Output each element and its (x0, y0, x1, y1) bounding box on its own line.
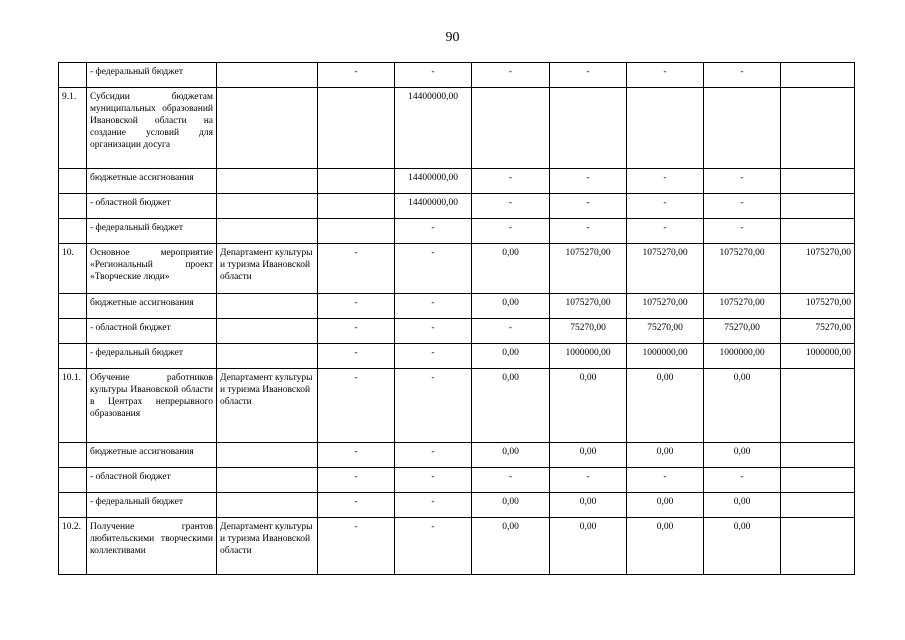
row-number (59, 219, 87, 244)
value-cell: - (704, 219, 781, 244)
value-cell (781, 518, 855, 575)
value-cell: - (395, 319, 472, 344)
value-cell: - (627, 468, 704, 493)
table-row (59, 369, 855, 443)
value-cell: 1075270,00 (781, 244, 855, 294)
value-cell: - (318, 294, 395, 319)
value-cell: - (550, 219, 627, 244)
table-row (59, 344, 855, 369)
value-cell: - (318, 493, 395, 518)
value-cell: - (318, 319, 395, 344)
row-number (59, 468, 87, 493)
value-cell (781, 194, 855, 219)
value-cell: - (627, 63, 704, 88)
value-cell (781, 63, 855, 88)
row-name: - федеральный бюджет (87, 344, 217, 369)
value-cell (318, 194, 395, 219)
table-row (59, 219, 855, 244)
row-executor (217, 219, 318, 244)
value-cell: 1075270,00 (550, 244, 627, 294)
value-cell (781, 88, 855, 169)
row-executor (217, 319, 318, 344)
value-cell: 0,00 (627, 443, 704, 468)
row-name: Получение грантов любительскими творческими коллективами (87, 518, 217, 575)
value-cell: - (395, 63, 472, 88)
value-cell: 14400000,00 (395, 88, 472, 169)
row-name: - федеральный бюджет (87, 219, 217, 244)
row-executor: Департамент культуры и туризма Ивановской области (217, 369, 318, 443)
value-cell: - (318, 468, 395, 493)
value-cell: 0,00 (472, 294, 550, 319)
value-cell: 0,00 (627, 493, 704, 518)
table-row (59, 88, 855, 169)
row-name: бюджетные ассигнования (87, 443, 217, 468)
value-cell: 0,00 (550, 369, 627, 443)
value-cell: - (395, 518, 472, 575)
value-cell (318, 169, 395, 194)
page-number: 90 (445, 30, 460, 45)
value-cell: 0,00 (472, 518, 550, 575)
value-cell: - (318, 518, 395, 575)
value-cell: - (472, 63, 550, 88)
value-cell: - (395, 219, 472, 244)
row-number: 9.1. (59, 88, 87, 169)
row-name: - областной бюджет (87, 468, 217, 493)
value-cell: 0,00 (472, 244, 550, 294)
value-cell: - (395, 443, 472, 468)
row-executor: Департамент культуры и туризма Ивановской области (217, 518, 318, 575)
row-number (59, 169, 87, 194)
row-executor (217, 169, 318, 194)
row-name: бюджетные ассигнования (87, 294, 217, 319)
value-cell: - (395, 468, 472, 493)
value-cell: - (627, 169, 704, 194)
value-cell: - (704, 169, 781, 194)
value-cell (318, 219, 395, 244)
row-number (59, 194, 87, 219)
value-cell: - (395, 369, 472, 443)
row-number (59, 63, 87, 88)
value-cell (627, 88, 704, 169)
value-cell: - (318, 244, 395, 294)
value-cell: 0,00 (550, 443, 627, 468)
value-cell: - (472, 219, 550, 244)
value-cell (472, 88, 550, 169)
row-name: бюджетные ассигнования (87, 169, 217, 194)
value-cell: - (318, 344, 395, 369)
value-cell: 0,00 (472, 493, 550, 518)
row-number (59, 319, 87, 344)
value-cell: 0,00 (627, 518, 704, 575)
value-cell: 1000000,00 (704, 344, 781, 369)
value-cell: 0,00 (550, 518, 627, 575)
row-name: Субсидии бюджетам муниципальных образований Ивановской области на создание условий для организации досуга (87, 88, 217, 169)
row-name: Основное мероприятие «Региональный проект «Творческие люди» (87, 244, 217, 294)
row-number: 10. (59, 244, 87, 294)
value-cell: 14400000,00 (395, 194, 472, 219)
row-executor (217, 493, 318, 518)
value-cell: 0,00 (627, 369, 704, 443)
row-number: 10.2. (59, 518, 87, 575)
value-cell: 0,00 (472, 369, 550, 443)
value-cell: - (472, 468, 550, 493)
row-executor (217, 344, 318, 369)
budget-table (58, 62, 855, 575)
row-executor (217, 443, 318, 468)
value-cell: - (550, 194, 627, 219)
row-number (59, 344, 87, 369)
value-cell (781, 493, 855, 518)
value-cell: - (318, 369, 395, 443)
row-name: - областной бюджет (87, 319, 217, 344)
row-name: Обучение работников культуры Ивановской области в Центрах непрерывного образования (87, 369, 217, 443)
row-executor: Департамент культуры и туризма Ивановской области (217, 244, 318, 294)
value-cell (781, 369, 855, 443)
row-executor (217, 88, 318, 169)
value-cell: - (395, 294, 472, 319)
value-cell: 1075270,00 (550, 294, 627, 319)
row-executor (217, 63, 318, 88)
value-cell: 1075270,00 (781, 294, 855, 319)
value-cell: 0,00 (704, 443, 781, 468)
value-cell: - (395, 493, 472, 518)
table-row (59, 518, 855, 575)
value-cell: 14400000,00 (395, 169, 472, 194)
row-executor (217, 294, 318, 319)
row-executor (217, 468, 318, 493)
value-cell: 75270,00 (627, 319, 704, 344)
value-cell: - (704, 468, 781, 493)
value-cell: 1075270,00 (627, 244, 704, 294)
value-cell (550, 88, 627, 169)
value-cell: 1075270,00 (704, 244, 781, 294)
value-cell: - (704, 194, 781, 219)
value-cell (781, 219, 855, 244)
value-cell: 75270,00 (704, 319, 781, 344)
value-cell: - (395, 244, 472, 294)
value-cell: - (550, 169, 627, 194)
value-cell: 0,00 (550, 493, 627, 518)
value-cell: - (627, 194, 704, 219)
value-cell (704, 88, 781, 169)
value-cell: 0,00 (704, 369, 781, 443)
value-cell: 0,00 (472, 443, 550, 468)
table-row (59, 319, 855, 344)
table-row (59, 169, 855, 194)
value-cell: 0,00 (704, 493, 781, 518)
value-cell: - (472, 194, 550, 219)
value-cell: - (472, 319, 550, 344)
value-cell (781, 169, 855, 194)
table-row (59, 493, 855, 518)
row-number (59, 493, 87, 518)
value-cell: - (395, 344, 472, 369)
value-cell (781, 468, 855, 493)
value-cell: 1075270,00 (627, 294, 704, 319)
value-cell: 0,00 (472, 344, 550, 369)
value-cell: 1000000,00 (550, 344, 627, 369)
value-cell: - (318, 63, 395, 88)
value-cell: 1000000,00 (781, 344, 855, 369)
table-row (59, 194, 855, 219)
value-cell: 1000000,00 (627, 344, 704, 369)
row-number (59, 443, 87, 468)
row-name: - федеральный бюджет (87, 63, 217, 88)
table-row (59, 63, 855, 88)
value-cell: - (627, 219, 704, 244)
table-row (59, 468, 855, 493)
row-number (59, 294, 87, 319)
table-row (59, 244, 855, 294)
value-cell (318, 88, 395, 169)
table-row (59, 443, 855, 468)
row-name: - федеральный бюджет (87, 493, 217, 518)
row-executor (217, 194, 318, 219)
value-cell: 1075270,00 (704, 294, 781, 319)
value-cell: - (550, 63, 627, 88)
value-cell: - (472, 169, 550, 194)
value-cell: - (704, 63, 781, 88)
value-cell: 0,00 (704, 518, 781, 575)
value-cell: 75270,00 (550, 319, 627, 344)
table-row (59, 294, 855, 319)
row-number: 10.1. (59, 369, 87, 443)
value-cell: - (550, 468, 627, 493)
row-name: - областной бюджет (87, 194, 217, 219)
value-cell (781, 443, 855, 468)
value-cell: 75270,00 (781, 319, 855, 344)
value-cell: - (318, 443, 395, 468)
